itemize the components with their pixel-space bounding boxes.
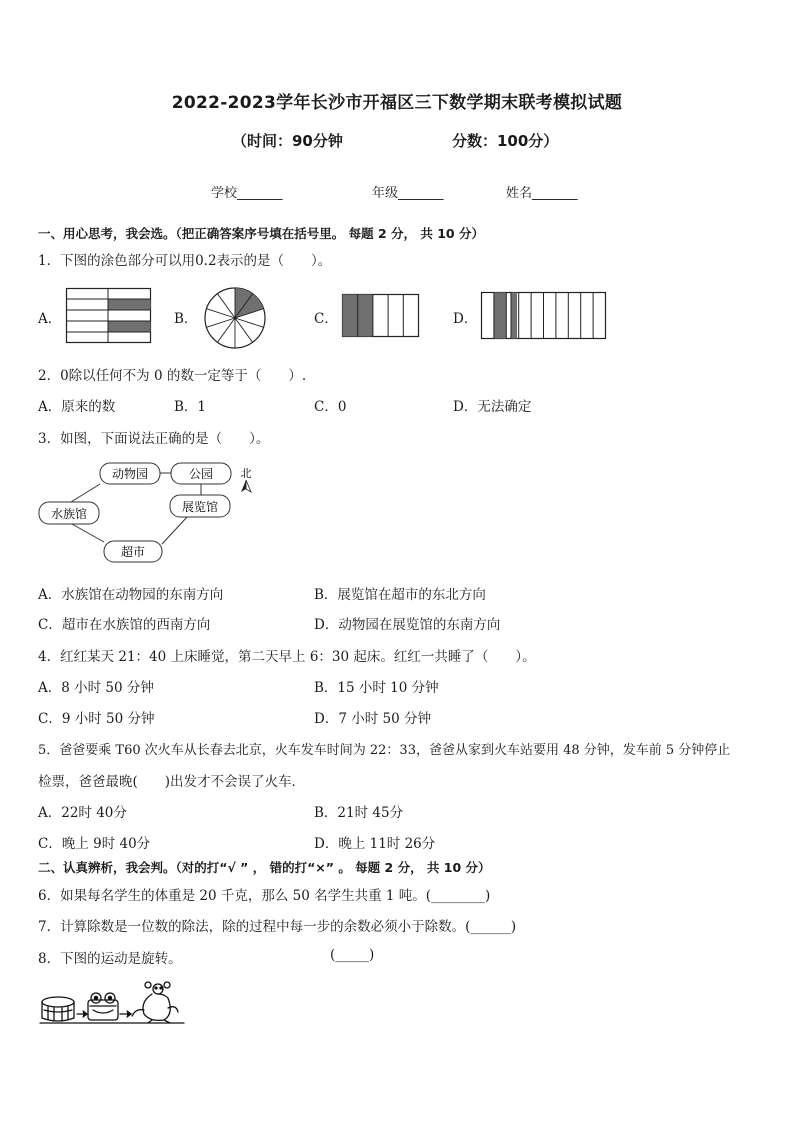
q2-option-d: D．无法确定 <box>453 399 532 415</box>
question-7: 7．计算除数是一位数的除法，除的过程中每一步的余数必须小于除数。(______) <box>38 919 517 935</box>
q1-option-a: A． <box>38 311 62 327</box>
map-north-label: 北 <box>240 467 252 480</box>
q5-option-c: C．晚上 9时 40分 <box>38 836 151 852</box>
north-arrow-icon <box>241 480 246 492</box>
name-field: 姓名_______ <box>506 186 578 201</box>
section-heading-1: 一、用心思考，我会选。（把正确答案序号填在括号里。 每题 2 分， 共 10 分） <box>38 226 484 241</box>
question-5-line-1: 5．爸爸要乘 T60 次火车从长春去北京，火车发车时间为 22：33，爸爸从家到火车站要用 48 分钟，发车前 5 分钟停止 <box>38 743 731 758</box>
question-8: 8．下图的运动是旋转。 <box>38 951 182 967</box>
q3-option-d: D．动物园在展览馆的东南方向 <box>314 617 501 633</box>
q1-option-d: D． <box>453 311 478 327</box>
map-supermarket-label: 超市 <box>120 545 146 559</box>
map-park-label: 公园 <box>188 467 214 481</box>
q5-option-d: D．晚上 11时 26分 <box>314 836 436 852</box>
grade-field: 年级_______ <box>372 186 444 201</box>
q5-option-b: B．21时 45分 <box>314 805 404 821</box>
question-8-blank: (_____) <box>330 947 375 963</box>
q3-option-b: B．展览馆在超市的东北方向 <box>314 587 486 603</box>
exam-title: 2022-2023学年长沙市开福区三下数学期末联考模拟试题 <box>171 93 623 113</box>
school-field: 学校_______ <box>211 186 283 201</box>
section-heading-2: 二、认真辨析，我会判。（对的打“√ ” ， 错的打“×” 。 每题 2 分， 共 10 分） <box>38 860 491 875</box>
map-exhibition-label: 展览馆 <box>181 500 219 514</box>
question-1: 1．下图的涂色部分可以用0.2表示的是（ ）。 <box>38 253 332 269</box>
q5-option-a: A．22时 40分 <box>38 805 127 821</box>
map-zoo-label: 动物园 <box>111 467 149 481</box>
question-6: 6．如果每名学生的体重是 20 千克，那么 50 名学生共重 1 吨。(________) <box>38 888 491 904</box>
q3-map-diagram <box>38 458 268 568</box>
exam-time: （时间：90分钟 <box>232 132 343 150</box>
question-4: 4．红红某天 21：40 上床睡觉，第二天早上 6：30 起床。红红一共睡了（ ）。 <box>38 649 536 665</box>
map-aquarium-label: 水族馆 <box>50 507 88 521</box>
q2-option-c: C．0 <box>314 399 347 415</box>
q1-figure-c <box>342 294 420 338</box>
q4-option-b: B．15 小时 10 分钟 <box>314 680 439 696</box>
q1-option-b: B． <box>174 311 198 327</box>
question-2: 2．0除以任何不为 0 的数一定等于（ ）. <box>38 368 307 384</box>
q3-option-a: A．水族馆在动物园的东南方向 <box>38 587 224 603</box>
q2-option-a: A．原来的数 <box>38 399 116 415</box>
q3-option-c: C．超市在水族馆的西南方向 <box>38 617 211 633</box>
q4-option-c: C．9 小时 50 分钟 <box>38 711 155 727</box>
q8-motion-figure <box>40 980 186 1026</box>
q2-option-b: B．1 <box>174 399 207 415</box>
q1-figure-a <box>66 288 152 344</box>
exam-score: 分数：100分） <box>452 132 559 150</box>
q4-option-d: D．7 小时 50 分钟 <box>314 711 431 727</box>
q4-option-a: A．8 小时 50 分钟 <box>38 680 154 696</box>
q1-figure-b-pie <box>203 286 267 350</box>
question-3: 3．如图，下面说法正确的是（ ）。 <box>38 431 270 447</box>
q1-figure-d <box>481 292 607 340</box>
q1-option-c: C． <box>314 311 338 327</box>
question-5-line-2: 检票，爸爸最晚( )出发才不会误了火车． <box>38 774 306 790</box>
